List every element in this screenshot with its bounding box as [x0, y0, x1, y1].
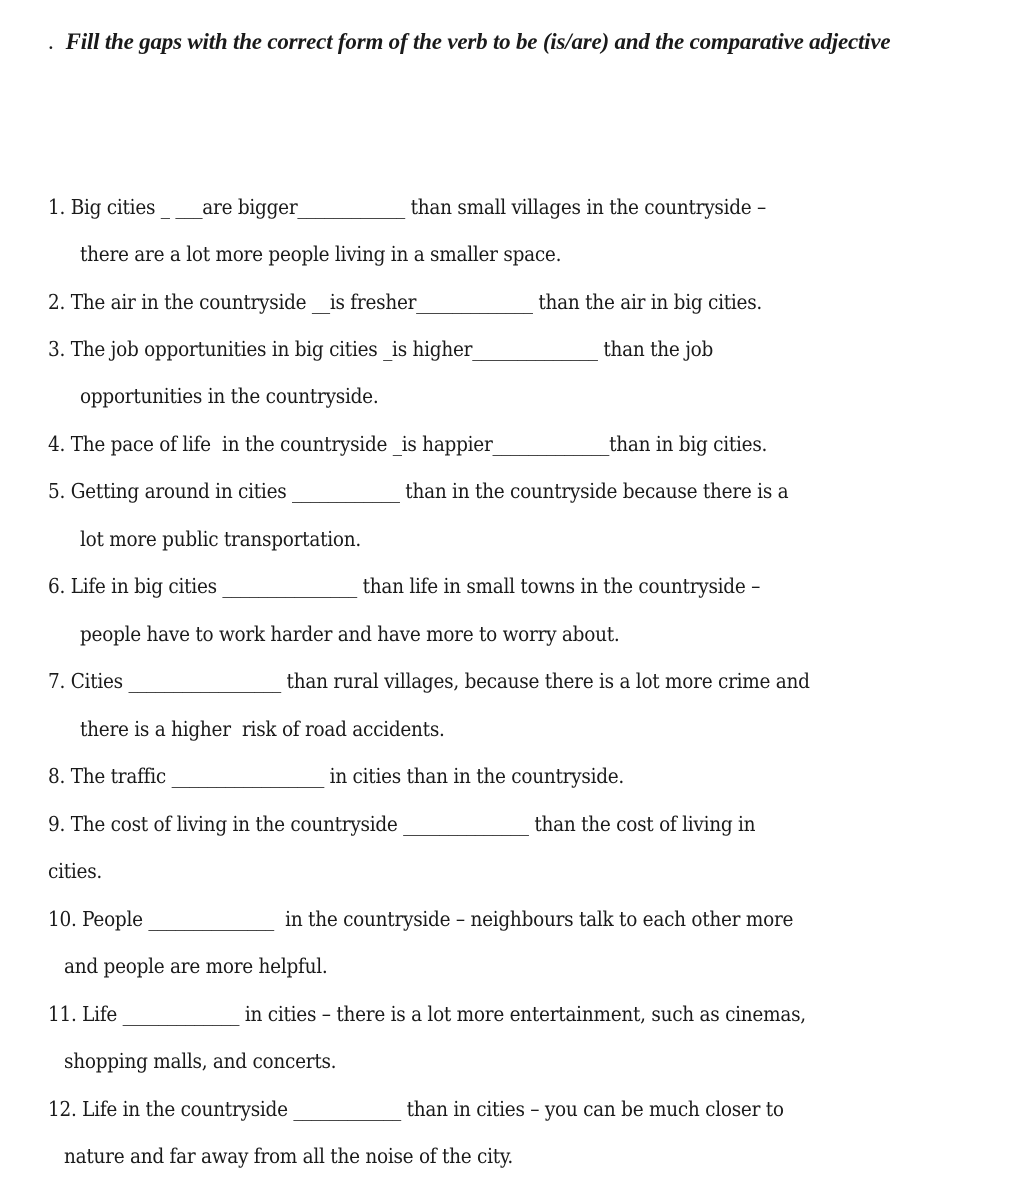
- item-3-line-2: opportunities in the countryside.: [80, 384, 379, 408]
- item-8-line-1: 8. The traffic _________________ in cities than in the countryside.: [48, 764, 625, 788]
- item-4-line-1: 4. The pace of life in the countryside _is happier_____________than in big cities.: [48, 432, 768, 456]
- item-10-line-1: 10. People ______________ in the countryside – neighbours talk to each other more: [48, 907, 794, 931]
- item-9-line-1: 9. The cost of living in the countryside ______________ than the cost of living in: [48, 812, 756, 836]
- instruction-bullet: .: [48, 29, 54, 54]
- item-5-line-1: 5. Getting around in cities ____________ than in the countryside because there is a: [48, 479, 789, 503]
- item-12-line-2: nature and far away from all the noise of the city.: [64, 1144, 513, 1168]
- item-7-line-2: there is a higher risk of road accidents.: [80, 717, 445, 741]
- item-7-line-1: 7. Cities _________________ than rural villages, because there is a lot more crime and: [48, 669, 810, 693]
- item-6-line-1: 6. Life in big cities _______________ than life in small towns in the countryside –: [48, 574, 761, 598]
- item-12-line-1: 12. Life in the countryside ____________ than in cities – you can be much closer to: [48, 1097, 784, 1121]
- item-5-line-2: lot more public transportation.: [80, 527, 361, 551]
- item-1-line-2: there are a lot more people living in a smaller space.: [80, 242, 562, 266]
- item-1-line-1: 1. Big cities _ ___are bigger____________ than small villages in the countryside –: [48, 195, 767, 219]
- item-3-line-1: 3. The job opportunities in big cities _is higher______________ than the job: [48, 337, 714, 361]
- item-9-line-2: cities.: [48, 859, 103, 883]
- item-2-line-1: 2. The air in the countryside __is fresher_____________ than the air in big cities.: [48, 290, 763, 314]
- item-11-line-2: shopping malls, and concerts.: [64, 1049, 337, 1073]
- item-10-line-2: and people are more helpful.: [64, 954, 328, 978]
- item-11-line-1: 11. Life _____________ in cities – there is a lot more entertainment, such as cinemas,: [48, 1002, 806, 1026]
- instruction-text: Fill the gaps with the correct form of the verb to be (is/are) and the comparative adjective: [65, 29, 891, 54]
- item-6-line-2: people have to work harder and have more to worry about.: [80, 622, 620, 646]
